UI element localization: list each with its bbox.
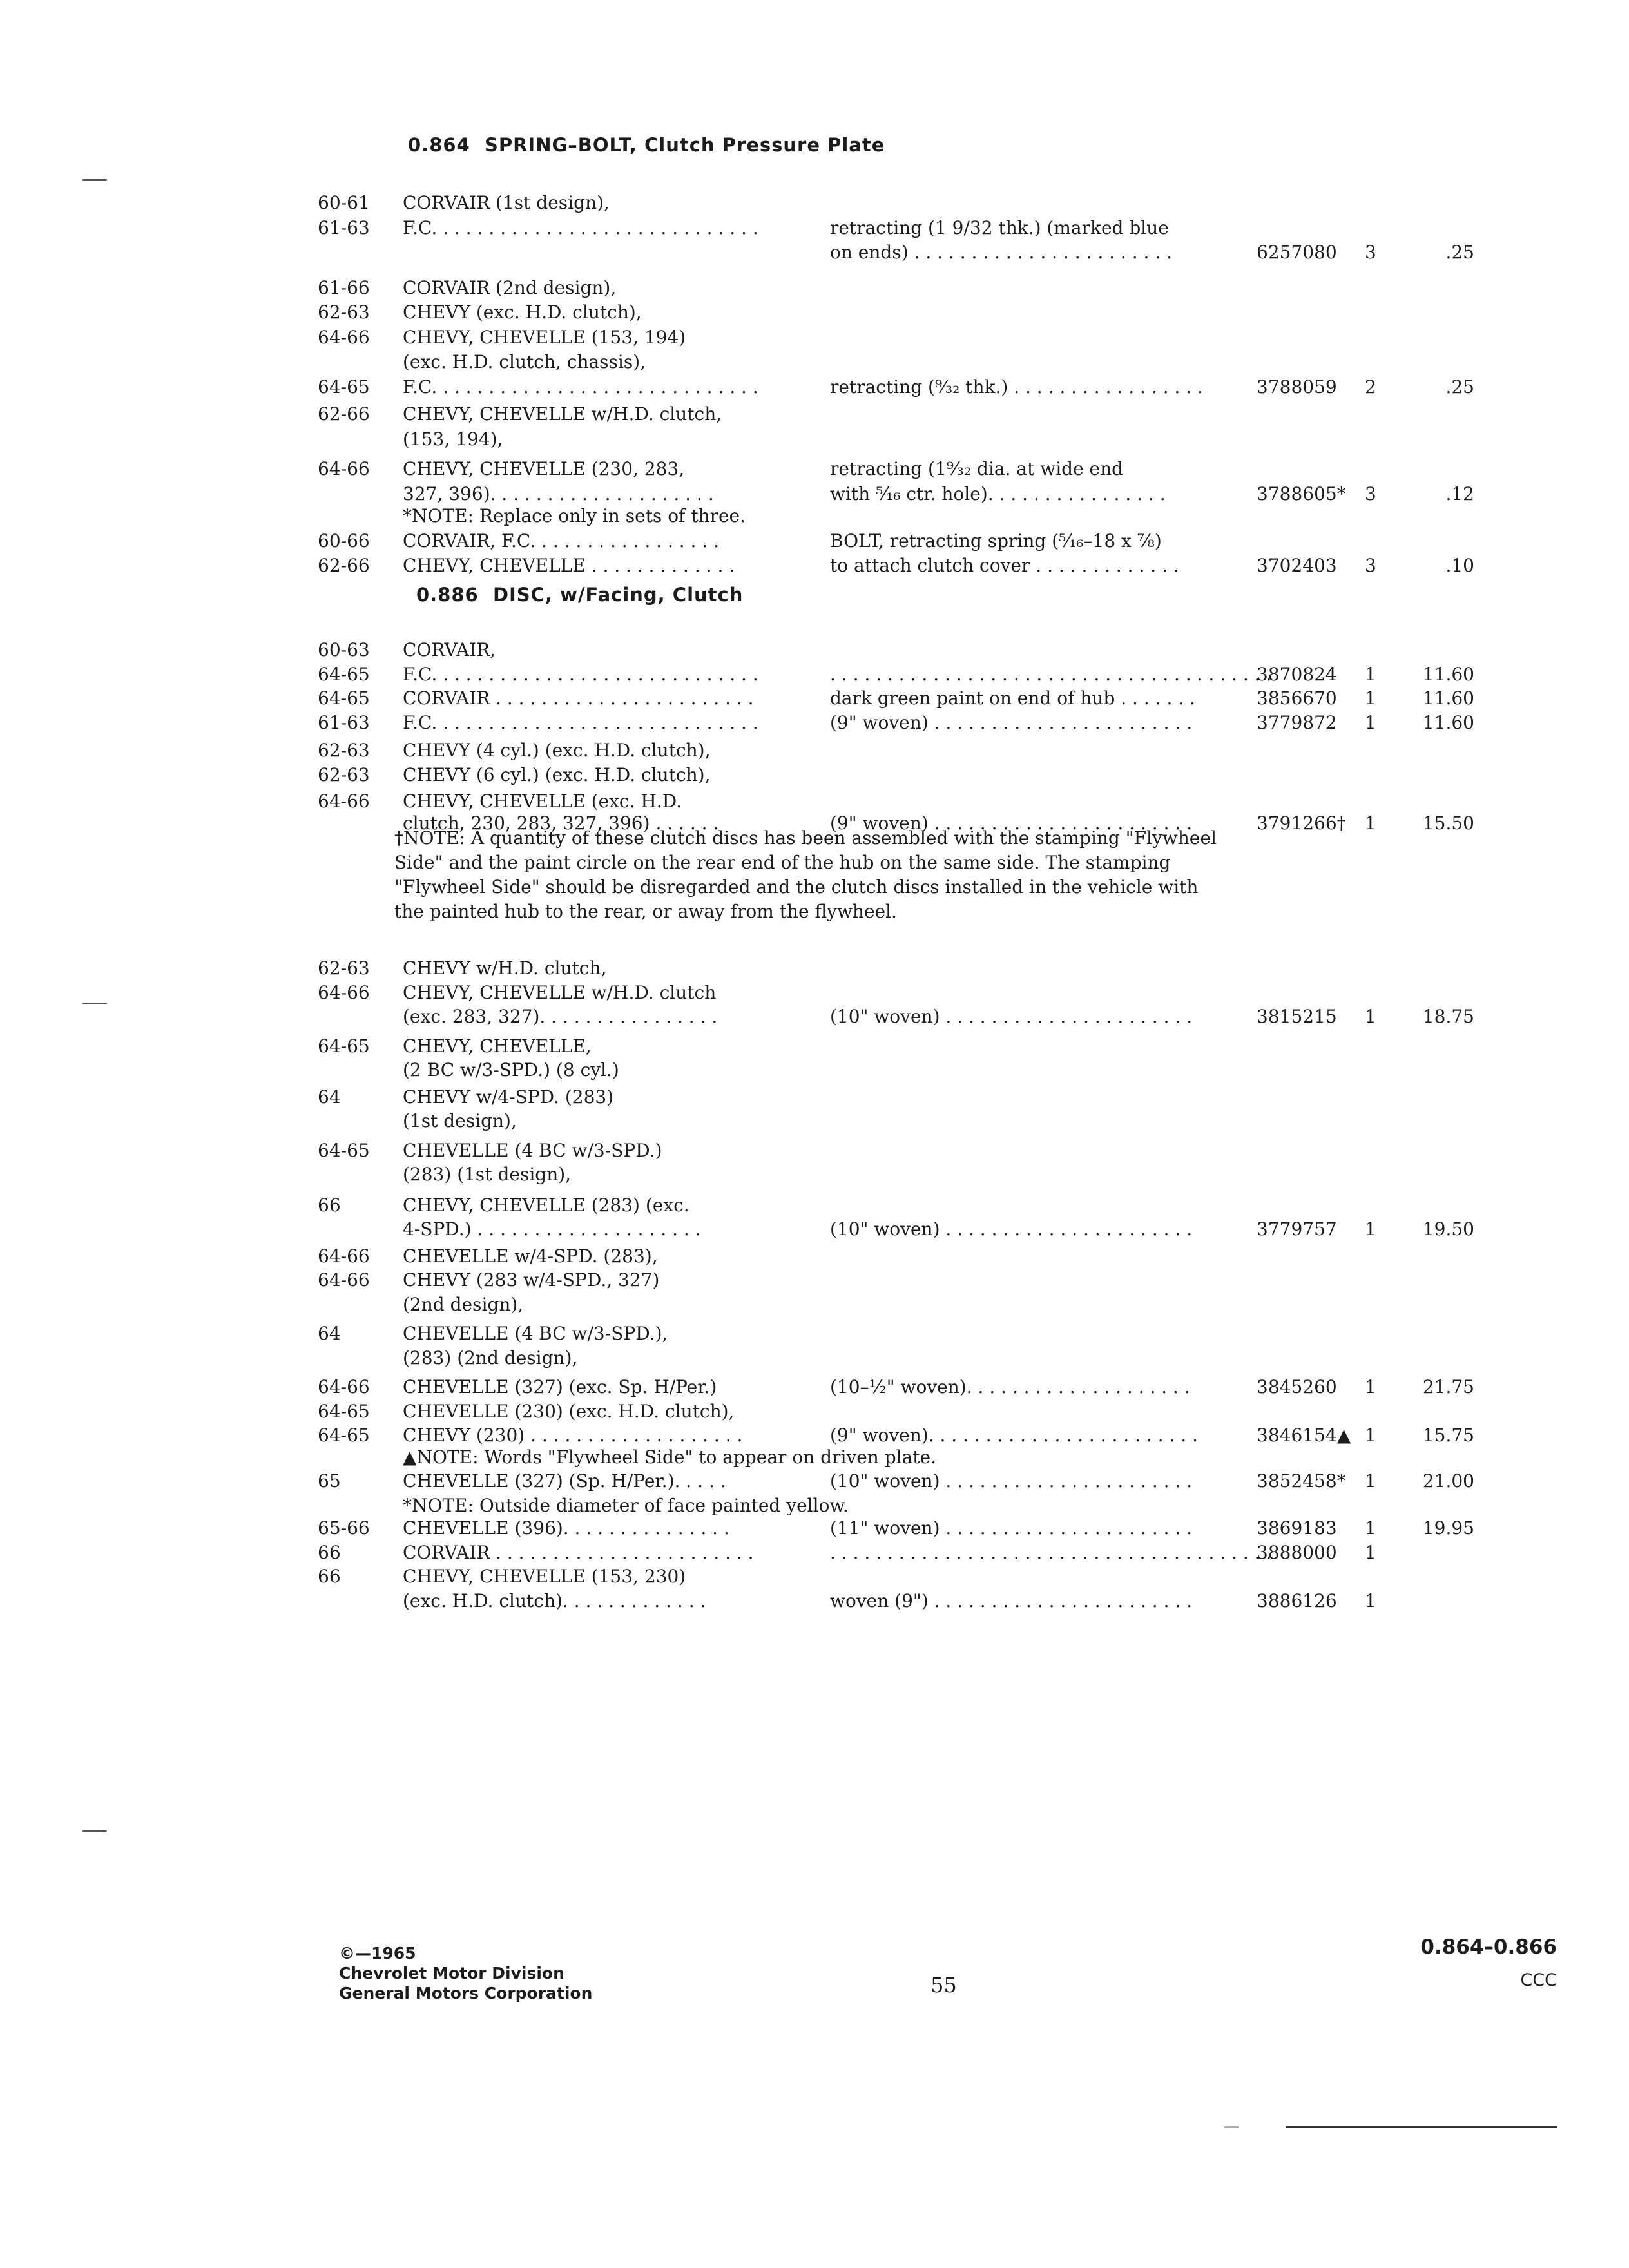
- catalog-row: [0, 1162, 1629, 1187]
- year-cell: 64-66: [318, 1245, 370, 1267]
- corporation: General Motors Corporation: [339, 1984, 593, 2003]
- model-cell: CHEVY, CHEVELLE w/H.D. clutch: [403, 981, 717, 1003]
- catalog-row: [0, 1541, 1629, 1565]
- price-cell: 11.60: [1422, 687, 1474, 709]
- quantity-cell: 1: [1365, 1541, 1376, 1563]
- year-cell: 66: [318, 1541, 341, 1563]
- catalog-row: [0, 763, 1629, 787]
- catalog-row: [0, 1516, 1629, 1541]
- catalog-row: [0, 402, 1629, 427]
- part-number-cell: 3852458*: [1257, 1470, 1346, 1492]
- description-cell: retracting (1⁹⁄₃₂ dia. at wide end: [830, 458, 1124, 479]
- description-cell: (11" woven) . . . . . . . . . . . . . . . . . . . . . .: [830, 1517, 1193, 1539]
- catalog-row: [0, 1244, 1629, 1269]
- catalog-row: [0, 1375, 1629, 1399]
- part-number-cell: 3788605*: [1257, 483, 1346, 505]
- model-cell: 4-SPD.) . . . . . . . . . . . . . . . . . . . .: [403, 1218, 701, 1240]
- catalog-row: [0, 1399, 1629, 1424]
- catalog-row: [0, 325, 1629, 350]
- model-cell: CHEVELLE (4 BC w/3-SPD.): [403, 1139, 662, 1161]
- description-cell: woven (9") . . . . . . . . . . . . . . . . . . . . . . .: [830, 1590, 1193, 1611]
- quantity-cell: 1: [1365, 1218, 1376, 1240]
- model-cell: F.C. . . . . . . . . . . . . . . . . . . . . . . . . . . . .: [403, 216, 758, 238]
- description-cell: . . . . . . . . . . . . . . . . . . . . . . . . . . . . . . . . . . . . . . .: [830, 663, 1272, 685]
- year-cell: 64-65: [318, 1139, 370, 1161]
- model-cell: CORVAIR,: [403, 639, 496, 660]
- part-number-cell: 3702403: [1257, 555, 1337, 576]
- catalog-row: [0, 956, 1629, 981]
- catalog-row: [0, 1004, 1629, 1029]
- model-cell: CHEVY, CHEVELLE (283) (exc.: [403, 1194, 689, 1216]
- year-cell: 62-66: [318, 403, 370, 425]
- year-cell: 62-63: [318, 740, 370, 761]
- model-cell: CHEVY (6 cyl.) (exc. H.D. clutch),: [403, 764, 711, 785]
- catalog-code: CCC: [1520, 1970, 1557, 1990]
- price-cell: 11.60: [1422, 711, 1474, 733]
- catalog-row: [0, 638, 1629, 662]
- year-cell: 64-66: [318, 458, 370, 479]
- quantity-cell: 1: [1365, 1006, 1376, 1027]
- description-cell: to attach clutch cover . . . . . . . . . . . . .: [830, 555, 1179, 576]
- part-number-cell: 3845260: [1257, 1376, 1337, 1398]
- section-title: SPRING–BOLT, Clutch Pressure Plate: [484, 134, 885, 156]
- model-cell: CHEVY (230) . . . . . . . . . . . . . . . . . . .: [403, 1425, 743, 1446]
- year-cell: 62-63: [318, 302, 370, 323]
- part-number-cell: 3846154▲: [1257, 1425, 1351, 1446]
- model-cell: CORVAIR, F.C. . . . . . . . . . . . . . . . .: [403, 530, 720, 552]
- year-cell: 64: [318, 1086, 341, 1108]
- year-cell: 62-66: [318, 555, 370, 576]
- catalog-row: [0, 1445, 1629, 1470]
- catalog-row: [0, 191, 1629, 215]
- section-title: DISC, w/Facing, Clutch: [492, 584, 744, 606]
- model-cell: CHEVY, CHEVELLE (230, 283,: [403, 458, 685, 479]
- catalog-row: [0, 1321, 1629, 1346]
- model-cell: *NOTE: Replace only in sets of three.: [403, 505, 746, 526]
- model-cell: CHEVELLE w/4-SPD. (283),: [403, 1245, 658, 1267]
- quantity-cell: 1: [1365, 663, 1376, 685]
- year-cell: 64-65: [318, 687, 370, 709]
- catalog-row: [0, 1109, 1629, 1133]
- price-cell: 18.75: [1422, 1006, 1474, 1027]
- quantity-cell: 1: [1365, 1470, 1376, 1492]
- catalog-row: [0, 375, 1629, 399]
- year-cell: 62-63: [318, 764, 370, 785]
- model-cell: CHEVY, CHEVELLE,: [403, 1035, 592, 1057]
- year-cell: 64-66: [318, 1376, 370, 1398]
- catalog-row: [0, 1589, 1629, 1613]
- catalog-row: [0, 1193, 1629, 1218]
- description-cell: BOLT, retracting spring (⁵⁄₁₆–18 x ⁷⁄₈): [830, 530, 1162, 552]
- model-cell: (153, 194),: [403, 428, 503, 450]
- year-cell: 64: [318, 1323, 341, 1344]
- model-cell: (exc. H.D. clutch). . . . . . . . . . . . .: [403, 1590, 706, 1611]
- model-cell: CHEVY, CHEVELLE (153, 230): [403, 1566, 686, 1587]
- model-cell: CHEVELLE (4 BC w/3-SPD.),: [403, 1323, 668, 1344]
- catalog-row: [0, 1469, 1629, 1494]
- model-cell: F.C. . . . . . . . . . . . . . . . . . . . . . . . . . . . .: [403, 663, 758, 685]
- part-number-cell: 3779872: [1257, 711, 1337, 733]
- year-cell: 61-66: [318, 276, 370, 298]
- year-cell: 65-66: [318, 1517, 370, 1539]
- catalog-row: [0, 457, 1629, 481]
- dagger-note: †NOTE: A quantity of these clutch discs has been assembled with the stamping "Flywheel Side" and the paint circle on the rear end of the hub on the same side. The stamping "Flywheel Side" should be disregarded and the clutch discs installed in the vehicle with the painted hub to the rear, or away from the flywheel.: [394, 827, 1217, 922]
- quantity-cell: 1: [1365, 1517, 1376, 1539]
- catalog-row: [0, 738, 1629, 763]
- margin-mark: [82, 179, 107, 181]
- price-cell: 21.75: [1422, 1376, 1474, 1398]
- section-heading-0886: [416, 584, 743, 606]
- quantity-cell: 1: [1365, 1590, 1376, 1611]
- price-cell: .25: [1445, 242, 1474, 263]
- catalog-row: [0, 1085, 1629, 1110]
- page-number: 55: [930, 1973, 957, 1997]
- catalog-row: [0, 1564, 1629, 1589]
- price-cell: 21.00: [1422, 1470, 1474, 1492]
- catalog-row: [0, 427, 1629, 452]
- description-cell: (10" woven) . . . . . . . . . . . . . . . . . . . . . .: [830, 1218, 1193, 1240]
- section-number: 0.864: [408, 134, 470, 156]
- year-cell: 64-65: [318, 1035, 370, 1057]
- quantity-cell: 1: [1365, 711, 1376, 733]
- model-cell: CHEVY w/4-SPD. (283): [403, 1086, 614, 1108]
- price-cell: 11.60: [1422, 663, 1474, 685]
- catalog-row: [0, 1346, 1629, 1370]
- price-cell: 15.75: [1422, 1425, 1474, 1446]
- footer-publisher: [339, 1943, 592, 2003]
- model-cell: (exc. 283, 327). . . . . . . . . . . . . . . .: [403, 1006, 718, 1027]
- part-number-cell: 3788059: [1257, 376, 1337, 398]
- copyright: ©—1965: [339, 1944, 416, 1963]
- model-cell: ▲NOTE: Words "Flywheel Side" to appear on driven plate.: [403, 1446, 937, 1468]
- model-cell: CHEVY, CHEVELLE . . . . . . . . . . . . .: [403, 555, 735, 576]
- price-cell: 19.50: [1422, 1218, 1474, 1240]
- model-cell: CHEVELLE (230) (exc. H.D. clutch),: [403, 1400, 735, 1422]
- catalog-row: [0, 216, 1629, 240]
- catalog-row: [0, 711, 1629, 735]
- year-cell: 62-63: [318, 957, 370, 979]
- quantity-cell: 1: [1365, 812, 1376, 834]
- part-number-cell: 3870824: [1257, 663, 1337, 685]
- model-cell: *NOTE: Outside diameter of face painted yellow.: [403, 1494, 849, 1516]
- model-cell: CHEVY w/H.D. clutch,: [403, 957, 607, 979]
- quantity-cell: 3: [1365, 483, 1376, 505]
- year-cell: 64-66: [318, 981, 370, 1003]
- model-cell: CHEVY (283 w/4-SPD., 327): [403, 1269, 660, 1291]
- price-cell: 15.50: [1422, 812, 1474, 834]
- description-cell: with ⁵⁄₁₆ ctr. hole). . . . . . . . . . . . . . . .: [830, 483, 1166, 505]
- part-number-cell: 3856670: [1257, 687, 1337, 709]
- description-cell: (9" woven) . . . . . . . . . . . . . . . . . . . . . . .: [830, 711, 1193, 733]
- catalog-row: [0, 1293, 1629, 1317]
- description-cell: (10–½" woven). . . . . . . . . . . . . . . . . . . .: [830, 1376, 1190, 1398]
- catalog-row: [0, 350, 1629, 374]
- catalog-row: [0, 1494, 1629, 1518]
- section-number: 0.886: [416, 584, 479, 606]
- model-cell: (exc. H.D. clutch, chassis),: [403, 351, 646, 372]
- model-cell: CHEVELLE (396). . . . . . . . . . . . . . .: [403, 1517, 729, 1539]
- quantity-cell: 1: [1365, 687, 1376, 709]
- description-cell: . . . . . . . . . . . . . . . . . . . . . . . . . . . . . . . . . . . . . . .: [830, 1541, 1272, 1563]
- model-cell: CHEVY (exc. H.D. clutch),: [403, 302, 642, 323]
- quantity-cell: 1: [1365, 1376, 1376, 1398]
- model-cell: CORVAIR . . . . . . . . . . . . . . . . . . . . . . .: [403, 687, 754, 709]
- model-cell: CORVAIR (2nd design),: [403, 276, 617, 298]
- model-cell: CHEVY, CHEVELLE w/H.D. clutch,: [403, 403, 722, 425]
- year-cell: 64-65: [318, 663, 370, 685]
- part-number-cell: 3869183: [1257, 1517, 1337, 1539]
- year-cell: 64-65: [318, 1400, 370, 1422]
- catalog-row: [0, 1423, 1629, 1448]
- model-cell: 327, 396). . . . . . . . . . . . . . . . . . . .: [403, 483, 714, 505]
- division: Chevrolet Motor Division: [339, 1964, 564, 1983]
- catalog-row: [0, 300, 1629, 325]
- catalog-row: [0, 529, 1629, 553]
- quantity-cell: 3: [1365, 555, 1376, 576]
- model-cell: F.C. . . . . . . . . . . . . . . . . . . . . . . . . . . . .: [403, 376, 758, 398]
- model-cell: CHEVELLE (327) (exc. Sp. H/Per.): [403, 1376, 717, 1398]
- year-cell: 64-65: [318, 1425, 370, 1446]
- model-cell: CHEVY (4 cyl.) (exc. H.D. clutch),: [403, 740, 711, 761]
- part-number-cell: 3791266†: [1257, 812, 1346, 834]
- catalog-row: [0, 1139, 1629, 1163]
- part-number-cell: 3886126: [1257, 1590, 1337, 1611]
- model-cell: (2 BC w/3-SPD.) (8 cyl.): [403, 1059, 619, 1081]
- year-cell: 64-66: [318, 326, 370, 348]
- year-cell: 65: [318, 1470, 341, 1492]
- part-number-cell: 6257080: [1257, 242, 1337, 263]
- description-cell: dark green paint on end of hub . . . . . . .: [830, 687, 1195, 709]
- year-cell: 60-66: [318, 530, 370, 552]
- catalog-row: [0, 276, 1629, 300]
- part-number-cell: 3815215: [1257, 1006, 1337, 1027]
- description-cell: (9" woven). . . . . . . . . . . . . . . . . . . . . . . .: [830, 1425, 1199, 1446]
- catalog-row: [0, 553, 1629, 578]
- year-cell: 60-61: [318, 192, 370, 213]
- quantity-cell: 3: [1365, 242, 1376, 263]
- model-cell: (283) (1st design),: [403, 1164, 572, 1185]
- section-range: 0.864–0.866: [1420, 1936, 1557, 1959]
- catalog-row: [0, 789, 1629, 814]
- bottom-rule: [1286, 2126, 1557, 2128]
- year-cell: 64-66: [318, 1269, 370, 1291]
- price-cell: .12: [1445, 483, 1474, 505]
- catalog-row: [0, 1217, 1629, 1242]
- quantity-cell: 1: [1365, 1425, 1376, 1446]
- model-cell: CORVAIR . . . . . . . . . . . . . . . . . . . . . . .: [403, 1541, 754, 1563]
- section-heading-0864: [408, 134, 885, 156]
- model-cell: clutch, 230, 283, 327, 396) . . . . . .: [403, 812, 719, 834]
- margin-mark: [82, 1830, 107, 1832]
- year-cell: 61-63: [318, 711, 370, 733]
- catalog-row: [0, 686, 1629, 711]
- model-cell: F.C. . . . . . . . . . . . . . . . . . . . . . . . . . . . .: [403, 711, 758, 733]
- year-cell: 60-63: [318, 639, 370, 660]
- catalog-row: [0, 981, 1629, 1005]
- year-cell: 64-65: [318, 376, 370, 398]
- catalog-row: [0, 1268, 1629, 1293]
- part-number-cell: 3779757: [1257, 1218, 1337, 1240]
- model-cell: CORVAIR (1st design),: [403, 192, 610, 213]
- description-cell: (10" woven) . . . . . . . . . . . . . . . . . . . . . .: [830, 1006, 1193, 1027]
- description-cell: retracting (⁹⁄₃₂ thk.) . . . . . . . . . . . . . . . . .: [830, 376, 1203, 398]
- price-cell: .25: [1445, 376, 1474, 398]
- price-cell: .10: [1445, 555, 1474, 576]
- catalog-row: [0, 482, 1629, 506]
- description-cell: (9" woven) . . . . . . . . . . . . . . . . . . . . . . .: [830, 812, 1193, 834]
- model-cell: (2nd design),: [403, 1293, 524, 1315]
- year-cell: 66: [318, 1566, 341, 1587]
- catalog-row: [0, 240, 1629, 265]
- model-cell: (283) (2nd design),: [403, 1347, 578, 1369]
- catalog-row: [0, 1058, 1629, 1082]
- year-cell: 66: [318, 1194, 341, 1216]
- description-cell: (10" woven) . . . . . . . . . . . . . . . . . . . . . .: [830, 1470, 1193, 1492]
- quantity-cell: 2: [1365, 376, 1376, 398]
- description-cell: retracting (1 9/32 thk.) (marked blue: [830, 216, 1169, 238]
- description-cell: on ends) . . . . . . . . . . . . . . . . . . . . . . .: [830, 242, 1173, 263]
- year-cell: 64-66: [318, 791, 370, 812]
- model-cell: CHEVY, CHEVELLE (153, 194): [403, 326, 686, 348]
- part-number-cell: 3888000: [1257, 1541, 1337, 1563]
- price-cell: 19.95: [1422, 1517, 1474, 1539]
- catalog-row: [0, 1034, 1629, 1059]
- model-cell: CHEVY, CHEVELLE (exc. H.D.: [403, 791, 682, 812]
- year-cell: 61-63: [318, 216, 370, 238]
- model-cell: CHEVELLE (327) (Sp. H/Per.). . . . .: [403, 1470, 726, 1492]
- bottom-rule-fragment: [1224, 2126, 1239, 2128]
- catalog-row: [0, 662, 1629, 687]
- model-cell: (1st design),: [403, 1110, 517, 1131]
- catalog-row: [0, 504, 1629, 528]
